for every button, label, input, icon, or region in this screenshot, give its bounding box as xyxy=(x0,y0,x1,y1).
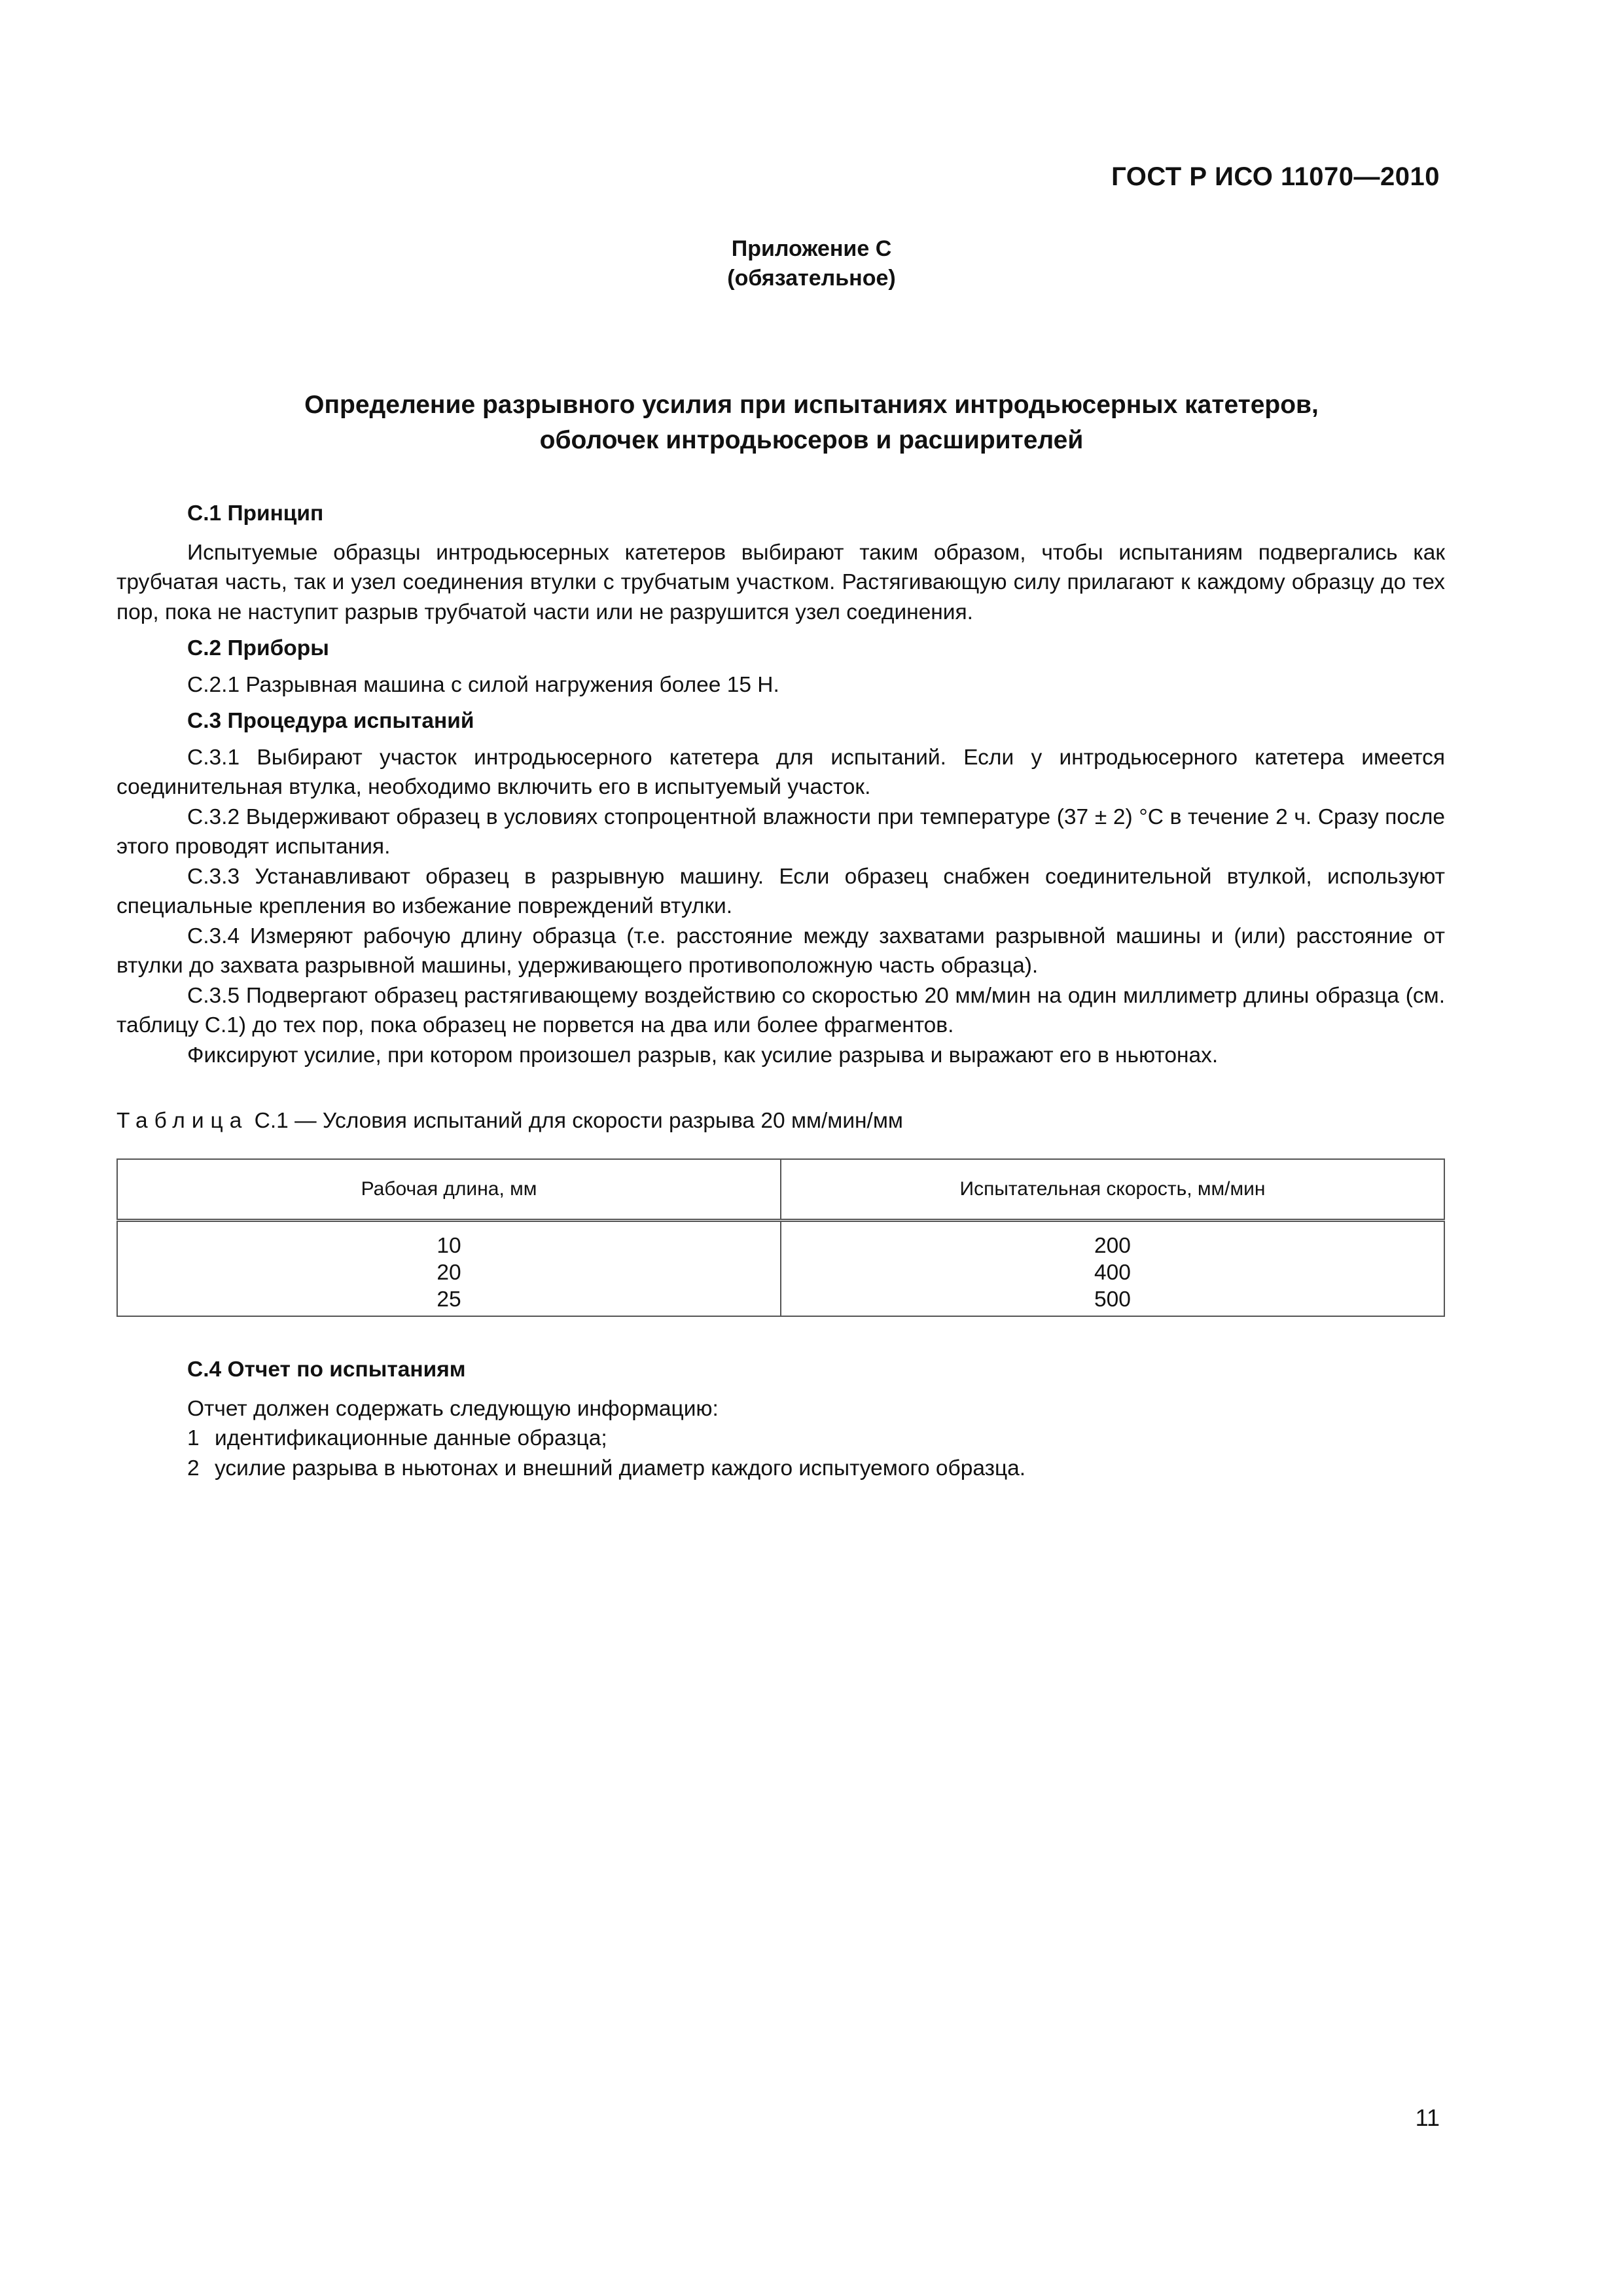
list-item xyxy=(116,1424,1445,1454)
table-cell-length: 10 xyxy=(117,1221,781,1260)
table-row xyxy=(117,1286,1444,1316)
column-header-length: Рабочая длина, мм xyxy=(117,1159,781,1221)
appendix-label: Приложение С xyxy=(731,236,892,261)
column-header-speed: Испытательная скорость, мм/мин xyxy=(781,1159,1444,1221)
table-cell-speed: 500 xyxy=(781,1286,1444,1316)
section-c3-heading: С.3 Процедура испытаний xyxy=(187,709,474,733)
appendix-status: (обязательное) xyxy=(727,266,896,291)
section-c4-intro: Отчет должен содержать следующую информацию: xyxy=(187,1396,719,1421)
list-item-text: идентификационные данные образца; xyxy=(215,1426,607,1450)
table-cell-speed: 200 xyxy=(781,1221,1444,1260)
table-row xyxy=(117,1259,1444,1286)
section-c4 xyxy=(116,1355,1445,1483)
document-id-header: ГОСТ Р ИСО 11070—2010 xyxy=(1111,162,1440,191)
section-c3-p3: С.3.3 Устанавливают образец в разрывную машину. Если образец снабжен соединительной втулкой, используют специальные крепления во избежание повреждений втулки. xyxy=(116,864,1445,918)
section-c1-text: Испытуемые образцы интродьюсерных катетеров выбирают таким образом, чтобы испытаниям подвергались как трубчатая часть, так и узел соединения втулки с трубчатым участком. Растягивающую силу прилагают к каждому образцу до тех пор, пока не наступит разрыв трубчатой части или не разрушится узел соединения. xyxy=(116,540,1445,624)
section-c1-heading: С.1 Принцип xyxy=(187,501,324,526)
section-c3-p6: Фиксируют усилие, при котором произошел разрыв, как усилие разрыва и выражают его в ньютонах. xyxy=(187,1043,1219,1067)
section-c3-p4: С.3.4 Измеряют рабочую длину образца (т.е. расстояние между захватами разрывной машины и (или) расстояние от втулки до захвата разрывной машины, удерживающего противоположную часть образца). xyxy=(116,924,1445,978)
table-caption xyxy=(116,1106,903,1136)
section-c2-p1: С.2.1 Разрывная машина с силой нагружения более 15 Н. xyxy=(187,672,779,697)
table-cell-length: 25 xyxy=(117,1286,781,1316)
title-line-1: Определение разрывного усилия при испытаниях интродьюсерных катетеров, xyxy=(304,391,1319,419)
table-row xyxy=(117,1221,1444,1260)
list-item-number: 1 xyxy=(187,1426,200,1450)
appendix-title xyxy=(0,387,1623,458)
table-cell-length: 20 xyxy=(117,1259,781,1286)
section-c4-heading: С.4 Отчет по испытаниям xyxy=(187,1357,466,1382)
section-c3-p2: С.3.2 Выдерживают образец в условиях стопроцентной влажности при температуре (37 ± 2) °С в течение 2 ч. Сразу после этого проводят испытания. xyxy=(116,804,1445,859)
list-item-text: усилие разрыва в ньютонах и внешний диаметр каждого испытуемого образца. xyxy=(215,1456,1026,1480)
conditions-table xyxy=(116,1158,1445,1317)
table-caption-text: С.1 — Условия испытаний для скорости разрыва 20 мм/мин/мм xyxy=(248,1109,903,1133)
section-c3-p1: С.3.1 Выбирают участок интродьюсерного катетера для испытаний. Если у интродьюсерного катетера имеется соединительная втулка, необходимо включить его в испытуемый участок. xyxy=(116,745,1445,799)
table-cell-speed: 400 xyxy=(781,1259,1444,1286)
list-item-number: 2 xyxy=(187,1456,200,1480)
section-c2-heading: С.2 Приборы xyxy=(187,636,329,660)
table-header-row xyxy=(117,1159,1444,1221)
body-sections xyxy=(116,499,1445,1070)
appendix-heading xyxy=(0,234,1623,293)
table-caption-word: Таблица xyxy=(116,1109,249,1133)
section-c3-p5: С.3.5 Подвергают образец растягивающему воздействию со скоростью 20 мм/мин на один миллиметр длины образца (см. таблицу С.1) до тех пор, пока образец не порвется на два или более фрагментов. xyxy=(116,983,1445,1037)
title-line-2: оболочек интродьюсеров и расширителей xyxy=(539,426,1084,454)
list-item xyxy=(116,1454,1445,1484)
page-number: 11 xyxy=(1415,2104,1440,2131)
